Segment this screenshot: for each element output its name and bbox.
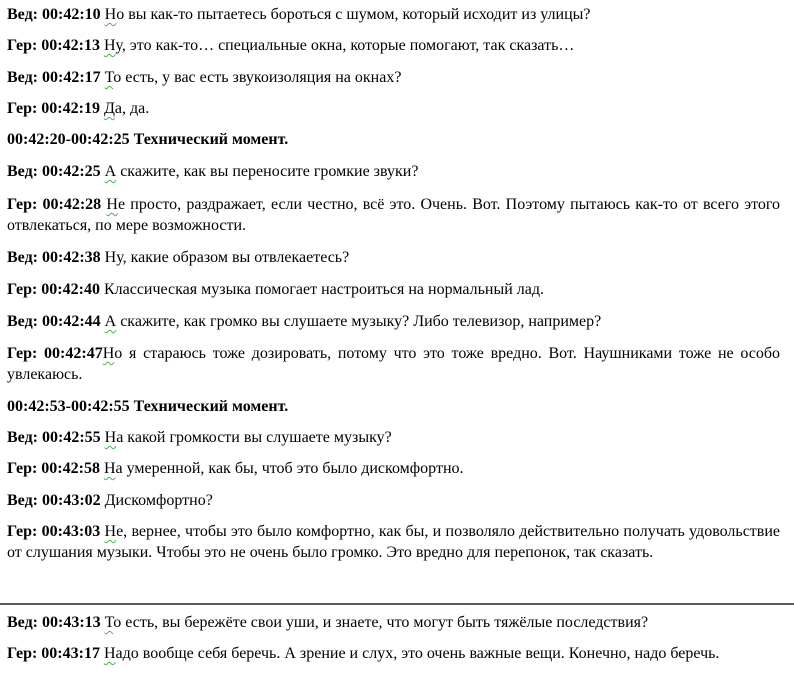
utterance-text: е просто, раздражает, если честно, всё это. Очень. Вот. Поэтому пытаюсь как-то от всего этого отвлекаться, по мере возможности. [7, 196, 781, 234]
spellcheck-mark: Д [103, 100, 115, 117]
utterance-15[interactable] [7, 521, 780, 563]
spellcheck-mark: А [104, 313, 117, 330]
spellcheck-mark: Т [104, 69, 114, 86]
spellcheck-mark: Н [103, 645, 116, 662]
timestamp: 00:43:17 [41, 645, 100, 662]
timestamp: 00:42:10 [41, 6, 101, 23]
timestamp: 00:42:17 [41, 69, 101, 86]
utterance-13[interactable] [7, 458, 780, 479]
speaker-label: Гер: [7, 37, 38, 54]
speaker-label: Вед: [7, 313, 38, 330]
timestamp: 00:43:13 [41, 614, 101, 631]
utterance-text: Классическая музыка помогает настроиться на нормальный лад. [103, 281, 544, 298]
spellcheck-mark: Н [104, 523, 117, 540]
speaker-label: Гер: [7, 523, 38, 540]
utterance-text: о есть, у вас есть звукоизоляция на окнах? [113, 69, 402, 86]
utterance-12[interactable] [7, 427, 780, 448]
utterance-text: о вы как-то пытаетесь бороться с шумом, который исходит из улицы? [116, 6, 591, 23]
speaker-label: Гер: [7, 281, 38, 298]
utterance-7[interactable] [7, 247, 780, 268]
timestamp: 00:42:13 [41, 37, 100, 54]
utterance-2[interactable] [7, 67, 780, 88]
spellcheck-mark: А [104, 163, 117, 180]
speaker-label: Гер: [7, 645, 38, 662]
timestamp: 00:42:19 [41, 100, 100, 117]
utterance-text: адо вообще себя беречь. А зрение и слух, это очень важные вещи. Конечно, надо беречь. [115, 645, 720, 662]
utterance-5[interactable] [7, 161, 780, 182]
timestamp: 00:42:40 [41, 281, 100, 298]
spellcheck-mark: Н [103, 37, 116, 54]
utterance-17[interactable] [7, 643, 780, 664]
speaker-label: Гер: [7, 196, 38, 213]
speaker-label: Вед: [7, 6, 38, 23]
spellcheck-mark: Н [104, 6, 117, 23]
timestamp: 00:43:03 [41, 523, 101, 540]
utterance-text: Ну, какие образом вы отвлекаетесь? [104, 249, 350, 266]
utterance-10[interactable] [7, 343, 780, 385]
utterance-text: е, вернее, чтобы это было комфортно, как бы, и позволяло действительно получать удовольствие от слушания музыки. Чтобы это не очень было громко. Это вредно для перепонок, так сказать. [7, 523, 781, 561]
utterance-text: а какой громкости вы слушаете музыку? [116, 429, 392, 446]
timestamp: 00:43:02 [41, 492, 101, 509]
timestamp: 00:42:25 [41, 163, 101, 180]
utterance-text: а, да. [114, 100, 150, 117]
spellcheck-mark: Н [106, 196, 118, 213]
speaker-label: Гер: [7, 345, 38, 362]
speaker-label: Вед: [7, 429, 38, 446]
utterance-text: о я стараюсь тоже дозировать, потому что это тоже вредно. Вот. Наушниками тоже не особо увлекаюсь. [7, 345, 780, 383]
timestamp: 00:42:58 [41, 460, 100, 477]
spellcheck-mark: Т [104, 614, 114, 631]
spellcheck-mark: Н [103, 460, 116, 477]
utterance-9[interactable] [7, 311, 780, 332]
timestamp: 00:42:28 [42, 196, 102, 213]
speaker-label: Гер: [7, 100, 38, 117]
speaker-label: Вед: [7, 492, 38, 509]
speaker-label: Вед: [7, 69, 38, 86]
utterance-6[interactable] [7, 194, 780, 236]
utterance-text: скажите, как громко вы слушаете музыку? Либо телевизор, например? [116, 313, 602, 330]
utterance-0[interactable] [7, 4, 780, 25]
technical-note-1[interactable]: 00:42:53-00:42:55 Технический момент. [7, 398, 289, 415]
speaker-label: Вед: [7, 249, 38, 266]
timestamp: 00:42:47 [44, 345, 103, 362]
utterance-1[interactable] [7, 35, 780, 56]
utterance-text: о есть, вы бережёте свои уши, и знаете, что могут быть тяжёлые последствия? [113, 614, 649, 631]
timestamp: 00:42:44 [41, 313, 101, 330]
speaker-label: Вед: [7, 614, 38, 631]
utterance-text: Дискомфортно? [104, 492, 213, 509]
speaker-label: Гер: [7, 460, 38, 477]
utterance-text: а умеренной, как бы, чтоб это было дискомфортно. [115, 460, 464, 477]
spellcheck-mark: Н [104, 429, 117, 446]
timestamp: 00:42:38 [41, 249, 101, 266]
timestamp: 00:42:55 [41, 429, 101, 446]
spellcheck-mark: Н [102, 345, 115, 362]
page-break-divider [0, 603, 794, 605]
utterance-16[interactable] [7, 612, 780, 633]
utterance-text: у, это как-то… специальные окна, которые помогают, так сказать… [115, 37, 575, 54]
speaker-label: Вед: [7, 163, 38, 180]
utterance-8[interactable] [7, 279, 780, 300]
utterance-3[interactable] [7, 98, 780, 119]
technical-note-0[interactable]: 00:42:20-00:42:25 Технический момент. [7, 131, 289, 148]
utterance-text: скажите, как вы переносите громкие звуки? [116, 163, 419, 180]
utterance-14[interactable] [7, 490, 780, 511]
